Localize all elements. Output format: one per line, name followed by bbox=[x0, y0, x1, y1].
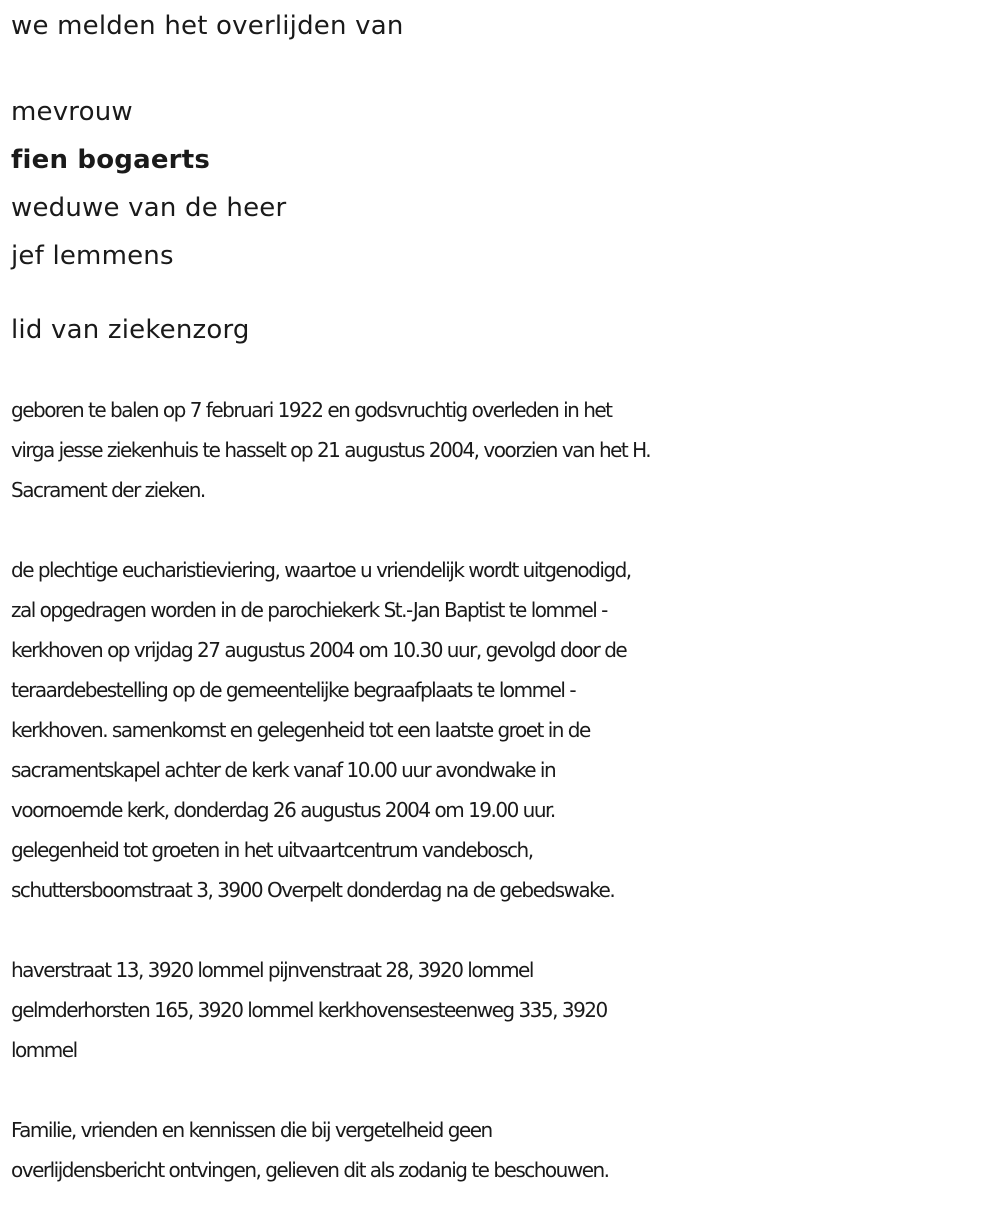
closing-paragraph bbox=[11, 1110, 991, 1190]
spouse-name: jef lemmens bbox=[11, 241, 174, 271]
membership-text bbox=[11, 312, 250, 348]
deceased-name: fien bogaerts bbox=[11, 145, 211, 175]
deceased-title: mevrouw bbox=[11, 97, 133, 127]
paragraph-line: sacramentskapel achter de kerk vanaf 10.00 uur avondwake in bbox=[11, 758, 556, 782]
paragraph-line: geboren te balen op 7 februari 1922 en godsvruchtig overleden in het bbox=[11, 398, 612, 422]
paragraph-line: kerkhoven op vrijdag 27 augustus 2004 om 10.30 uur, gevolgd door de bbox=[11, 638, 627, 662]
paragraph-line: kerkhoven. samenkomst en gelegenheid tot een laatste groet in de bbox=[11, 718, 590, 742]
paragraph-line: virga jesse ziekenhuis te hasselt op 21 augustus 2004, voorzien van het H. bbox=[11, 438, 651, 462]
paragraph-line: schuttersboomstraat 3, 3900 Overpelt donderdag na de gebedswake. bbox=[11, 878, 615, 902]
ceremony-paragraph bbox=[11, 550, 991, 910]
paragraph-line: voornoemde kerk, donderdag 26 augustus 2004 om 19.00 uur. bbox=[11, 798, 555, 822]
paragraph-line: Familie, vrienden en kennissen die bij vergetelheid geen bbox=[11, 1118, 492, 1142]
intro-text bbox=[11, 8, 404, 44]
addresses-paragraph bbox=[11, 950, 991, 1070]
intro-line: we melden het overlijden van bbox=[11, 11, 404, 41]
paragraph-line: Sacrament der zieken. bbox=[11, 478, 205, 502]
paragraph-line: overlijdensbericht ontvingen, gelieven dit als zodanig te beschouwen. bbox=[11, 1158, 609, 1182]
address-line: gelmderhorsten 165, 3920 lommel kerkhovensesteenweg 335, 3920 bbox=[11, 998, 607, 1022]
paragraph-line: gelegenheid tot groeten in het uitvaartcentrum vandebosch, bbox=[11, 838, 533, 862]
paragraph-line: teraardebestelling op de gemeentelijke begraafplaats te lommel - bbox=[11, 678, 576, 702]
paragraph-line: de plechtige eucharistieviering, waartoe u vriendelijk wordt uitgenodigd, bbox=[11, 558, 631, 582]
birth-death-paragraph bbox=[11, 390, 991, 510]
deceased-relation: weduwe van de heer bbox=[11, 193, 287, 223]
deceased-block bbox=[11, 88, 286, 280]
address-line: haverstraat 13, 3920 lommel pijnvenstraat 28, 3920 lommel bbox=[11, 958, 533, 982]
paragraph-line: zal opgedragen worden in de parochiekerk St.-Jan Baptist te lommel - bbox=[11, 598, 607, 622]
membership-line: lid van ziekenzorg bbox=[11, 315, 250, 345]
address-line: lommel bbox=[11, 1038, 77, 1062]
